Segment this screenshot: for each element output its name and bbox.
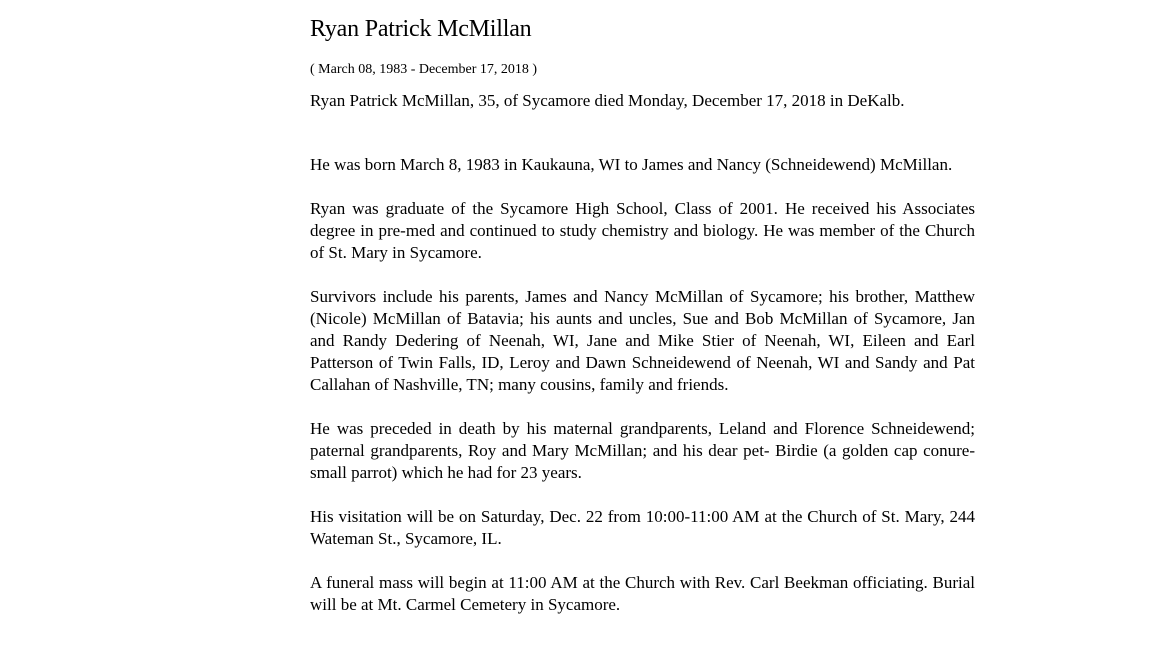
preceded-paragraph: He was preceded in death by his maternal grandparents, Leland and Florence Schneidewend; paternal grandparents, Roy and Mary McMillan; and his dear pet- Birdie (a golden cap conure- small parrot) which he had for 23 years. — [310, 419, 975, 482]
page-title: Ryan Patrick McMillan — [310, 16, 532, 42]
intro-paragraph: Ryan Patrick McMillan, 35, of Sycamore died Monday, December 17, 2018 in DeKalb. — [310, 91, 905, 110]
birth-paragraph: He was born March 8, 1983 in Kaukauna, WI to James and Nancy (Schneidewend) McMillan. — [310, 155, 953, 174]
life-dates: ( March 08, 1983 - December 17, 2018 ) — [310, 62, 538, 77]
survivors-paragraph: Survivors include his parents, James and Nancy McMillan of Sycamore; his brother, Matthew (Nicole) McMillan of Batavia; his aunts and uncles, Sue and Bob McMillan of Sycamore, Jan and Randy Dedering of Neenah, WI, Jane and Mike Stier of Neenah, WI, Eileen and Earl Patterson of Twin Falls, ID, Leroy and Dawn Schneidewend of Neenah, WI and Sandy and Pat Callahan of Nashville, TN; many cousins, family and friends. — [310, 287, 975, 394]
education-paragraph: Ryan was graduate of the Sycamore High School, Class of 2001. He received his Associates degree in pre-med and continued to study chemistry and biology. He was member of the Church of St. Mary in Sycamore. — [310, 199, 975, 262]
funeral-paragraph: A funeral mass will begin at 11:00 AM at the Church with Rev. Carl Beekman officiating. Burial will be at Mt. Carmel Cemetery in Sycamore. — [310, 573, 975, 614]
visitation-paragraph: His visitation will be on Saturday, Dec. 22 from 10:00-11:00 AM at the Church of St. Mary, 244 Wateman St., Sycamore, IL. — [310, 507, 975, 548]
obituary-article — [310, 14, 975, 616]
